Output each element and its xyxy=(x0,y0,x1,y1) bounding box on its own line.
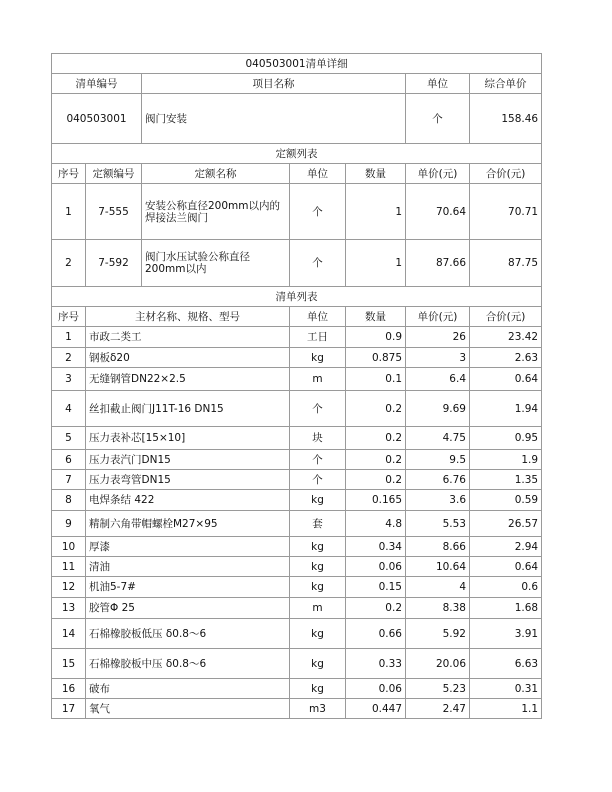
material-price: 2.47 xyxy=(406,699,470,719)
material-total: 2.63 xyxy=(470,348,542,368)
material-name: 压力表补芯[15×10] xyxy=(86,427,290,450)
material-qty: 0.06 xyxy=(346,679,406,699)
material-price: 5.23 xyxy=(406,679,470,699)
quota-code: 7-592 xyxy=(86,240,142,287)
quota-name-header: 定额名称 xyxy=(142,164,290,184)
table-row xyxy=(52,699,542,719)
material-unit: kg xyxy=(290,348,346,368)
table-row xyxy=(52,368,542,391)
material-name: 胶管Φ 25 xyxy=(86,598,290,619)
material-total: 23.42 xyxy=(470,327,542,348)
material-seq: 13 xyxy=(52,598,86,619)
material-seq: 1 xyxy=(52,327,86,348)
quota-qty: 1 xyxy=(346,184,406,240)
quota-qty: 1 xyxy=(346,240,406,287)
material-name: 精制六角带帽螺栓M27×95 xyxy=(86,511,290,537)
material-total: 1.94 xyxy=(470,391,542,427)
material-name: 压力表汽门DN15 xyxy=(86,450,290,470)
material-qty: 0.2 xyxy=(346,470,406,490)
material-seq: 5 xyxy=(52,427,86,450)
material-section-title: 清单列表 xyxy=(52,287,542,307)
quota-unit: 个 xyxy=(290,240,346,287)
quota-price: 70.64 xyxy=(406,184,470,240)
table-row xyxy=(52,348,542,368)
material-name: 破布 xyxy=(86,679,290,699)
bill-price: 158.46 xyxy=(470,94,542,144)
material-name: 石棉橡胶板中压 δ0.8～6 xyxy=(86,649,290,679)
table-row xyxy=(52,391,542,427)
material-total: 0.31 xyxy=(470,679,542,699)
material-name: 丝扣截止阀门J11T-16 DN15 xyxy=(86,391,290,427)
table-row xyxy=(52,511,542,537)
material-price-header: 单价(元) xyxy=(406,307,470,327)
quota-section-title: 定额列表 xyxy=(52,144,542,164)
material-total: 0.59 xyxy=(470,490,542,511)
quota-seq: 1 xyxy=(52,184,86,240)
material-seq: 6 xyxy=(52,450,86,470)
material-price: 9.5 xyxy=(406,450,470,470)
material-qty: 4.8 xyxy=(346,511,406,537)
bill-price-header: 综合单价 xyxy=(470,74,542,94)
material-name: 石棉橡胶板低压 δ0.8～6 xyxy=(86,619,290,649)
material-seq: 9 xyxy=(52,511,86,537)
material-unit: kg xyxy=(290,557,346,577)
material-unit: m3 xyxy=(290,699,346,719)
table-row xyxy=(52,557,542,577)
material-price: 26 xyxy=(406,327,470,348)
material-seq: 17 xyxy=(52,699,86,719)
material-unit: m xyxy=(290,598,346,619)
quota-total-header: 合价(元) xyxy=(470,164,542,184)
table-row xyxy=(52,490,542,511)
quota-unit: 个 xyxy=(290,184,346,240)
table-row xyxy=(52,537,542,557)
quota-code: 7-555 xyxy=(86,184,142,240)
material-total: 3.91 xyxy=(470,619,542,649)
material-qty: 0.2 xyxy=(346,450,406,470)
material-qty: 0.2 xyxy=(346,427,406,450)
bill-unit: 个 xyxy=(406,94,470,144)
material-price: 8.66 xyxy=(406,537,470,557)
table-title: 040503001清单详细 xyxy=(52,54,542,74)
material-name-header: 主材名称、规格、型号 xyxy=(86,307,290,327)
material-qty: 0.34 xyxy=(346,537,406,557)
material-unit: 个 xyxy=(290,470,346,490)
material-unit: kg xyxy=(290,649,346,679)
material-total: 1.68 xyxy=(470,598,542,619)
material-seq: 14 xyxy=(52,619,86,649)
material-name: 机油5-7# xyxy=(86,577,290,598)
table-row xyxy=(52,470,542,490)
material-price: 6.76 xyxy=(406,470,470,490)
quota-price-header: 单价(元) xyxy=(406,164,470,184)
quota-seq-header: 序号 xyxy=(52,164,86,184)
table-row xyxy=(52,598,542,619)
material-total: 6.63 xyxy=(470,649,542,679)
material-unit: kg xyxy=(290,679,346,699)
material-qty: 0.66 xyxy=(346,619,406,649)
material-price: 10.64 xyxy=(406,557,470,577)
material-name: 无缝钢管DN22×2.5 xyxy=(86,368,290,391)
bill-unit-header: 单位 xyxy=(406,74,470,94)
material-qty: 0.2 xyxy=(346,391,406,427)
table-row xyxy=(52,679,542,699)
material-qty: 0.165 xyxy=(346,490,406,511)
material-qty: 0.875 xyxy=(346,348,406,368)
quota-total: 70.71 xyxy=(470,184,542,240)
material-qty: 0.1 xyxy=(346,368,406,391)
material-price: 8.38 xyxy=(406,598,470,619)
material-name: 钢板δ20 xyxy=(86,348,290,368)
bill-name-header: 项目名称 xyxy=(142,74,406,94)
table-row xyxy=(52,450,542,470)
material-total: 0.64 xyxy=(470,368,542,391)
material-seq-header: 序号 xyxy=(52,307,86,327)
material-qty: 0.447 xyxy=(346,699,406,719)
quota-qty-header: 数量 xyxy=(346,164,406,184)
table-row xyxy=(52,184,542,240)
material-seq: 3 xyxy=(52,368,86,391)
material-unit: kg xyxy=(290,490,346,511)
material-seq: 7 xyxy=(52,470,86,490)
quota-name: 阀门水压试验公称直径200mm以内 xyxy=(142,240,290,287)
bill-code: 040503001 xyxy=(52,94,142,144)
material-price: 9.69 xyxy=(406,391,470,427)
material-price: 5.53 xyxy=(406,511,470,537)
table-row xyxy=(52,327,542,348)
material-seq: 11 xyxy=(52,557,86,577)
material-total: 1.35 xyxy=(470,470,542,490)
material-unit: 块 xyxy=(290,427,346,450)
material-unit: 个 xyxy=(290,450,346,470)
bill-code-header: 清单编号 xyxy=(52,74,142,94)
material-seq: 16 xyxy=(52,679,86,699)
material-seq: 10 xyxy=(52,537,86,557)
material-qty: 0.15 xyxy=(346,577,406,598)
quota-seq: 2 xyxy=(52,240,86,287)
material-seq: 8 xyxy=(52,490,86,511)
material-rows xyxy=(52,327,542,719)
material-total: 0.95 xyxy=(470,427,542,450)
table-row xyxy=(52,619,542,649)
quota-name: 安装公称直径200mm以内的焊接法兰阀门 xyxy=(142,184,290,240)
material-qty: 0.9 xyxy=(346,327,406,348)
material-unit: 工日 xyxy=(290,327,346,348)
table-row xyxy=(52,577,542,598)
material-price: 6.4 xyxy=(406,368,470,391)
table-row xyxy=(52,240,542,287)
quota-total: 87.75 xyxy=(470,240,542,287)
table-row xyxy=(52,427,542,450)
material-unit-header: 单位 xyxy=(290,307,346,327)
material-price: 20.06 xyxy=(406,649,470,679)
table-row xyxy=(52,649,542,679)
material-seq: 15 xyxy=(52,649,86,679)
material-seq: 12 xyxy=(52,577,86,598)
material-total: 2.94 xyxy=(470,537,542,557)
material-qty: 0.33 xyxy=(346,649,406,679)
material-total: 26.57 xyxy=(470,511,542,537)
material-total: 0.6 xyxy=(470,577,542,598)
material-seq: 2 xyxy=(52,348,86,368)
material-price: 4 xyxy=(406,577,470,598)
material-unit: kg xyxy=(290,537,346,557)
material-price: 4.75 xyxy=(406,427,470,450)
material-price: 5.92 xyxy=(406,619,470,649)
material-qty: 0.2 xyxy=(346,598,406,619)
material-unit: 个 xyxy=(290,391,346,427)
material-name: 压力表弯管DN15 xyxy=(86,470,290,490)
material-seq: 4 xyxy=(52,391,86,427)
material-name: 清油 xyxy=(86,557,290,577)
material-total-header: 合价(元) xyxy=(470,307,542,327)
material-price: 3 xyxy=(406,348,470,368)
bill-name: 阀门安装 xyxy=(142,94,406,144)
material-name: 电焊条结 422 xyxy=(86,490,290,511)
material-total: 1.9 xyxy=(470,450,542,470)
material-price: 3.6 xyxy=(406,490,470,511)
material-name: 厚漆 xyxy=(86,537,290,557)
quota-price: 87.66 xyxy=(406,240,470,287)
material-qty: 0.06 xyxy=(346,557,406,577)
material-name: 市政二类工 xyxy=(86,327,290,348)
material-unit: m xyxy=(290,368,346,391)
material-total: 0.64 xyxy=(470,557,542,577)
material-total: 1.1 xyxy=(470,699,542,719)
material-unit: kg xyxy=(290,619,346,649)
material-qty-header: 数量 xyxy=(346,307,406,327)
material-unit: 套 xyxy=(290,511,346,537)
material-name: 氧气 xyxy=(86,699,290,719)
quota-code-header: 定额编号 xyxy=(86,164,142,184)
quota-unit-header: 单位 xyxy=(290,164,346,184)
material-unit: kg xyxy=(290,577,346,598)
bill-detail-table xyxy=(51,53,542,719)
